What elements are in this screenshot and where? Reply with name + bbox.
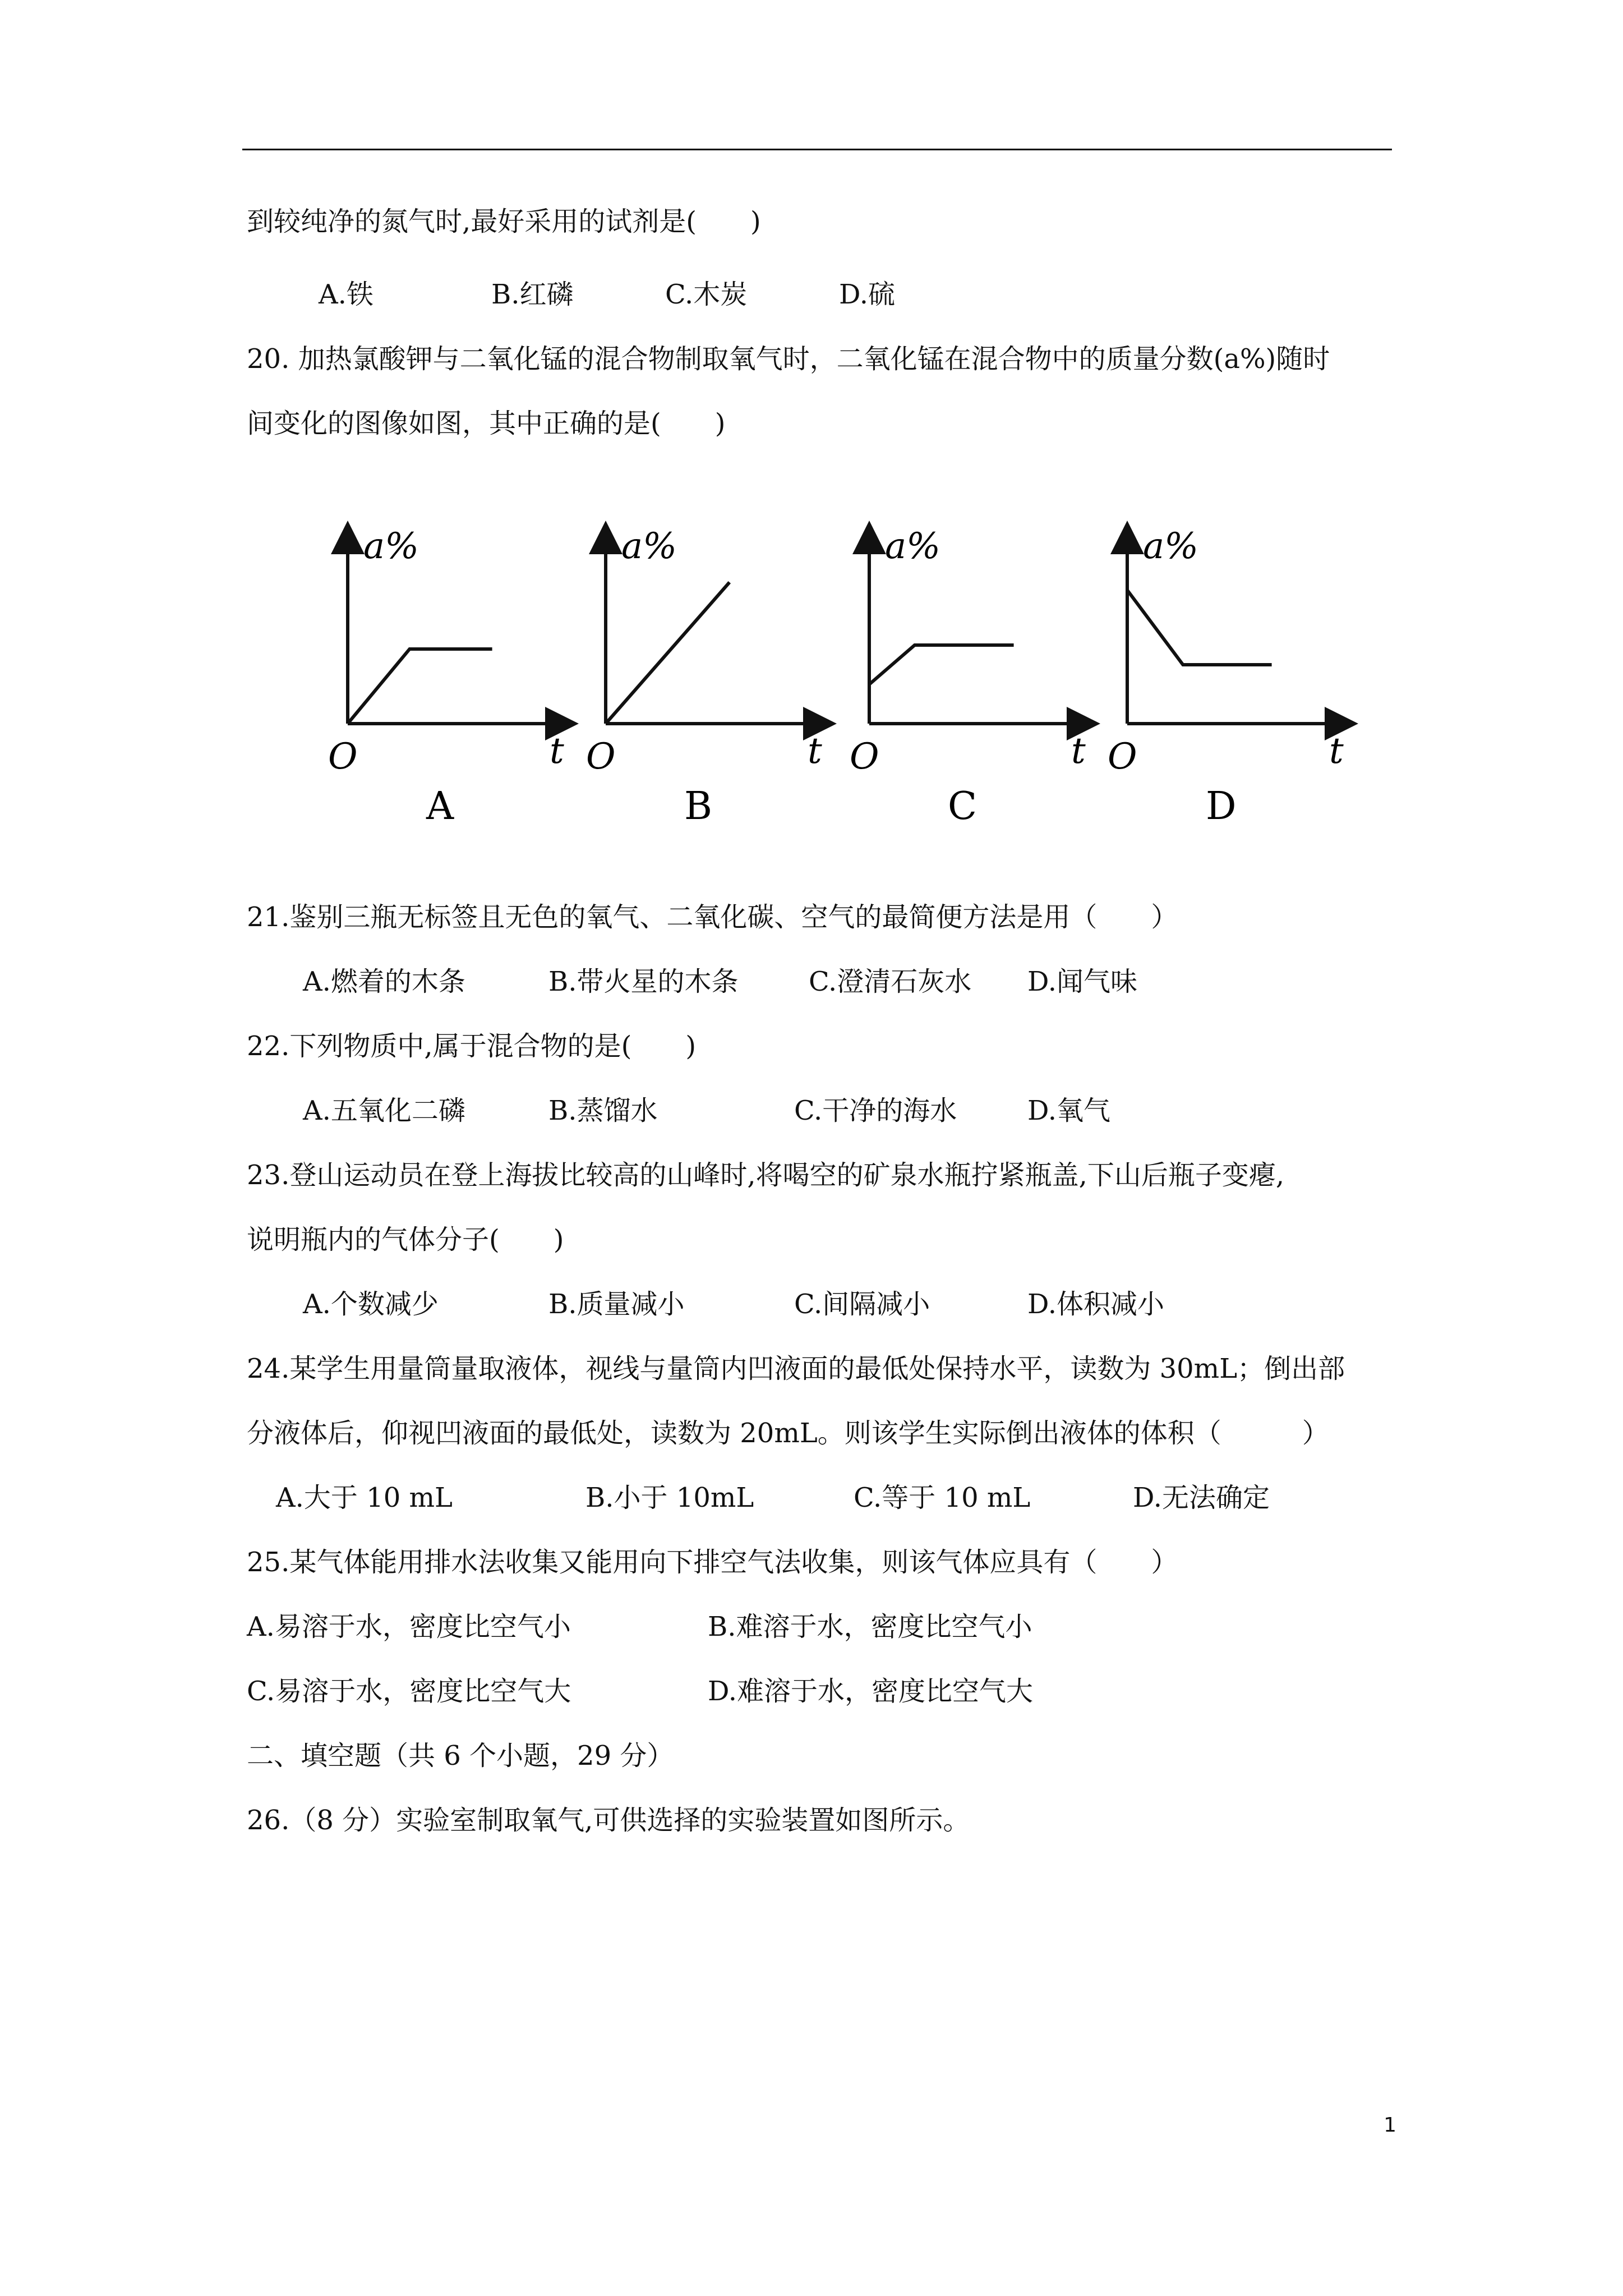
q25-text: 25.某气体能用排水法收集又能用向下排空气法收集，则该气体应具有（ ） xyxy=(247,1547,1178,1578)
q19-option-a: A.铁 xyxy=(319,279,374,310)
graph-d-label: D xyxy=(1206,784,1237,829)
graph-a-curve xyxy=(348,649,492,724)
q22-option-c: C.干净的海水 xyxy=(794,1095,957,1126)
graph-c-ylabel: a% xyxy=(885,526,940,567)
graph-a-origin: O xyxy=(328,736,358,777)
q23-option-d: D.体积减小 xyxy=(1027,1289,1165,1320)
q19-option-d: D.硫 xyxy=(839,279,896,310)
q24-option-b: B.小于 10mL xyxy=(585,1482,754,1513)
q22-option-d: D.氧气 xyxy=(1027,1095,1111,1126)
q23-option-b: B.质量减小 xyxy=(548,1289,685,1320)
graph-d-xlabel: t xyxy=(1329,730,1344,772)
q22-option-a: A.五氧化二磷 xyxy=(303,1095,465,1126)
graph-a-xlabel: t xyxy=(550,730,564,772)
graph-b-origin: O xyxy=(586,736,616,777)
q24-line2: 分液体后，仰视凹液面的最低处，读数为 20mL。则该学生实际倒出液体的体积（ ） xyxy=(247,1418,1329,1449)
q23-line2: 说明瓶内的气体分子( ) xyxy=(247,1224,564,1255)
q22-text: 22.下列物质中,属于混合物的是( ) xyxy=(247,1030,697,1062)
q23-option-a: A.个数减少 xyxy=(303,1289,439,1320)
graph-b-ylabel: a% xyxy=(621,526,677,567)
q21-option-a: A.燃着的木条 xyxy=(303,966,465,997)
q20-graphs-figure xyxy=(314,505,1391,830)
q19-text: 到较纯净的氮气时,最好采用的试剂是( ) xyxy=(247,206,761,237)
q25-option-b: B.难溶于水，密度比空气小 xyxy=(708,1611,1032,1642)
graph-b-xlabel: t xyxy=(808,730,822,772)
q20-line2: 间变化的图像如图，其中正确的是( ) xyxy=(247,408,726,439)
q25-option-a: A.易溶于水，密度比空气小 xyxy=(247,1611,571,1642)
q21-option-b: B.带火星的木条 xyxy=(548,966,739,997)
q21-text: 21.鉴别三瓶无标签且无色的氧气、二氧化碳、空气的最简便方法是用（ ） xyxy=(247,901,1178,933)
q24-line1: 24.某学生用量筒量取液体，视线与量筒内凹液面的最低处保持水平，读数为 30mL；倒出部 xyxy=(247,1353,1345,1384)
q24-option-a: A.大于 10 mL xyxy=(276,1482,453,1513)
q24-option-c: C.等于 10 mL xyxy=(854,1482,1031,1513)
q23-line1: 23.登山运动员在登上海拔比较高的山峰时,将喝空的矿泉水瓶拧紧瓶盖,下山后瓶子变瘪, xyxy=(247,1159,1285,1191)
q21-option-d: D.闻气味 xyxy=(1027,966,1138,997)
page-number: 1 xyxy=(1384,2114,1396,2137)
graph-d-ylabel: a% xyxy=(1143,526,1198,567)
q22-option-b: B.蒸馏水 xyxy=(548,1095,658,1126)
q25-option-c: C.易溶于水，密度比空气大 xyxy=(247,1676,571,1707)
q19-option-b: B.红磷 xyxy=(491,279,574,310)
graph-c-origin: O xyxy=(850,736,879,777)
graph-d-curve xyxy=(1127,590,1272,665)
graph-d-origin: O xyxy=(1108,736,1137,777)
q21-option-c: C.澄清石灰水 xyxy=(809,966,972,997)
q23-option-c: C.间隔减小 xyxy=(794,1289,930,1320)
q25-option-d: D.难溶于水，密度比空气大 xyxy=(708,1676,1034,1707)
section-title: 二、填空题（共 6 个小题，29 分） xyxy=(247,1740,674,1772)
header-rule xyxy=(242,149,1392,150)
graph-b-label: B xyxy=(684,784,712,829)
graph-a-ylabel: a% xyxy=(363,526,419,567)
q19-option-c: C.木炭 xyxy=(665,279,748,310)
graph-b-curve xyxy=(606,582,730,724)
graph-c-curve xyxy=(869,645,1014,684)
q26-text: 26.（8 分）实验室制取氧气,可供选择的实验装置如图所示。 xyxy=(247,1805,970,1836)
q20-line1: 20. 加热氯酸钾与二氧化锰的混合物制取氧气时，二氧化锰在混合物中的质量分数(a%)随时 xyxy=(247,343,1330,375)
graph-a-label: A xyxy=(426,784,454,829)
q24-option-d: D.无法确定 xyxy=(1133,1482,1270,1513)
graph-c-xlabel: t xyxy=(1071,730,1086,772)
graph-c-label: C xyxy=(948,784,978,829)
